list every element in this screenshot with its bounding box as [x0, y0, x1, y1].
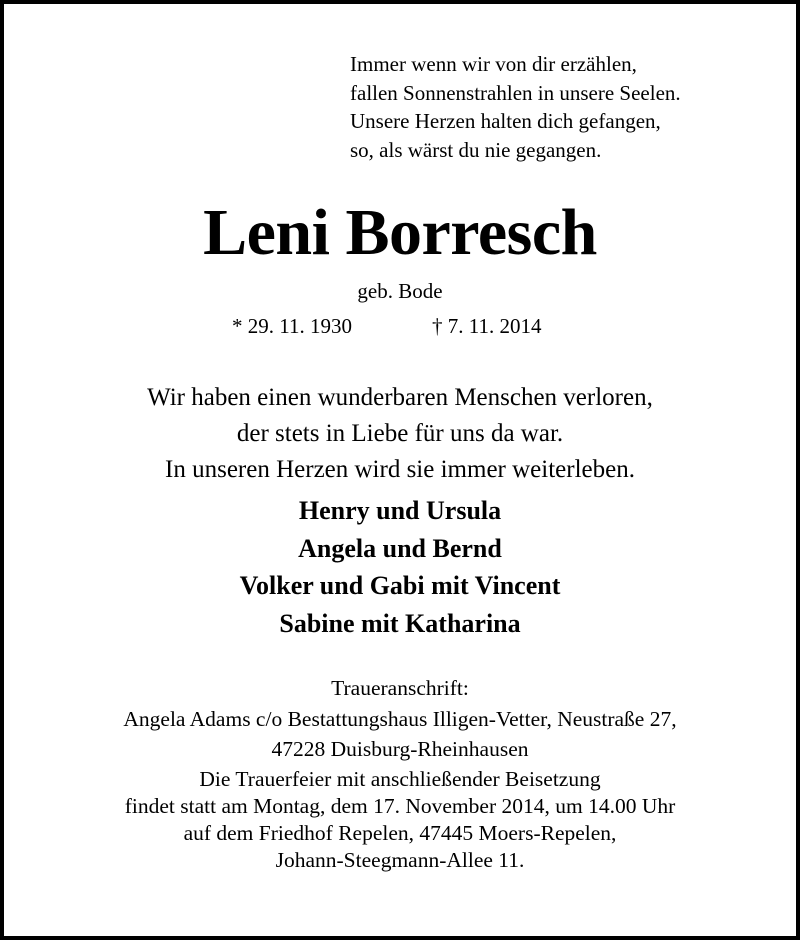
mourning-address — [0, 673, 800, 765]
poem-line: Immer wenn wir von dir erzählen, — [350, 52, 637, 76]
memorial-poem — [350, 50, 681, 164]
poem-line: fallen Sonnenstrahlen in unsere Seelen. — [350, 80, 681, 105]
mourner-entry: Henry und Ursula — [298, 496, 502, 525]
funeral-details — [0, 766, 800, 874]
death-date: † 7. 11. 2014 — [432, 314, 542, 338]
poem-line: Unsere Herzen halten dich gefangen, — [350, 109, 661, 133]
tribute-line: Wir haben einen wunderbaren Menschen verloren, — [147, 384, 653, 411]
mourners-list — [0, 492, 800, 642]
address-heading: Traueranschrift: — [331, 676, 469, 700]
maiden-name: geb. Bode — [357, 279, 443, 303]
funeral-line: findet statt am Montag, dem 17. November 2014, um 14.00 Uhr — [124, 794, 676, 818]
tribute-line: In unseren Herzen wird sie immer weiterleben. — [165, 456, 635, 483]
funeral-line: Johann-Steegmann-Allee 11. — [275, 848, 525, 872]
funeral-line: Die Trauerfeier mit anschließender Beisetzung — [199, 767, 601, 791]
address-line: Angela Adams c/o Bestattungshaus Illigen-Vetter, Neustraße 27, — [123, 706, 677, 731]
deceased-name: Leni Borresch — [203, 196, 597, 269]
tribute-text — [0, 380, 800, 488]
mourner-entry: Angela und Bernd — [298, 533, 502, 563]
mourner-entry: Volker und Gabi mit Vincent — [239, 571, 561, 600]
address-line: 47228 Duisburg-Rheinhausen — [271, 737, 529, 761]
tribute-line: der stets in Liebe für uns da war. — [236, 420, 564, 447]
poem-line: so, als wärst du nie gegangen. — [350, 137, 602, 162]
funeral-line: auf dem Friedhof Repelen, 47445 Moers-Repelen, — [183, 821, 617, 845]
mourner-entry: Sabine mit Katharina — [279, 608, 521, 638]
birth-date: * 29. 11. 1930 — [232, 314, 352, 338]
